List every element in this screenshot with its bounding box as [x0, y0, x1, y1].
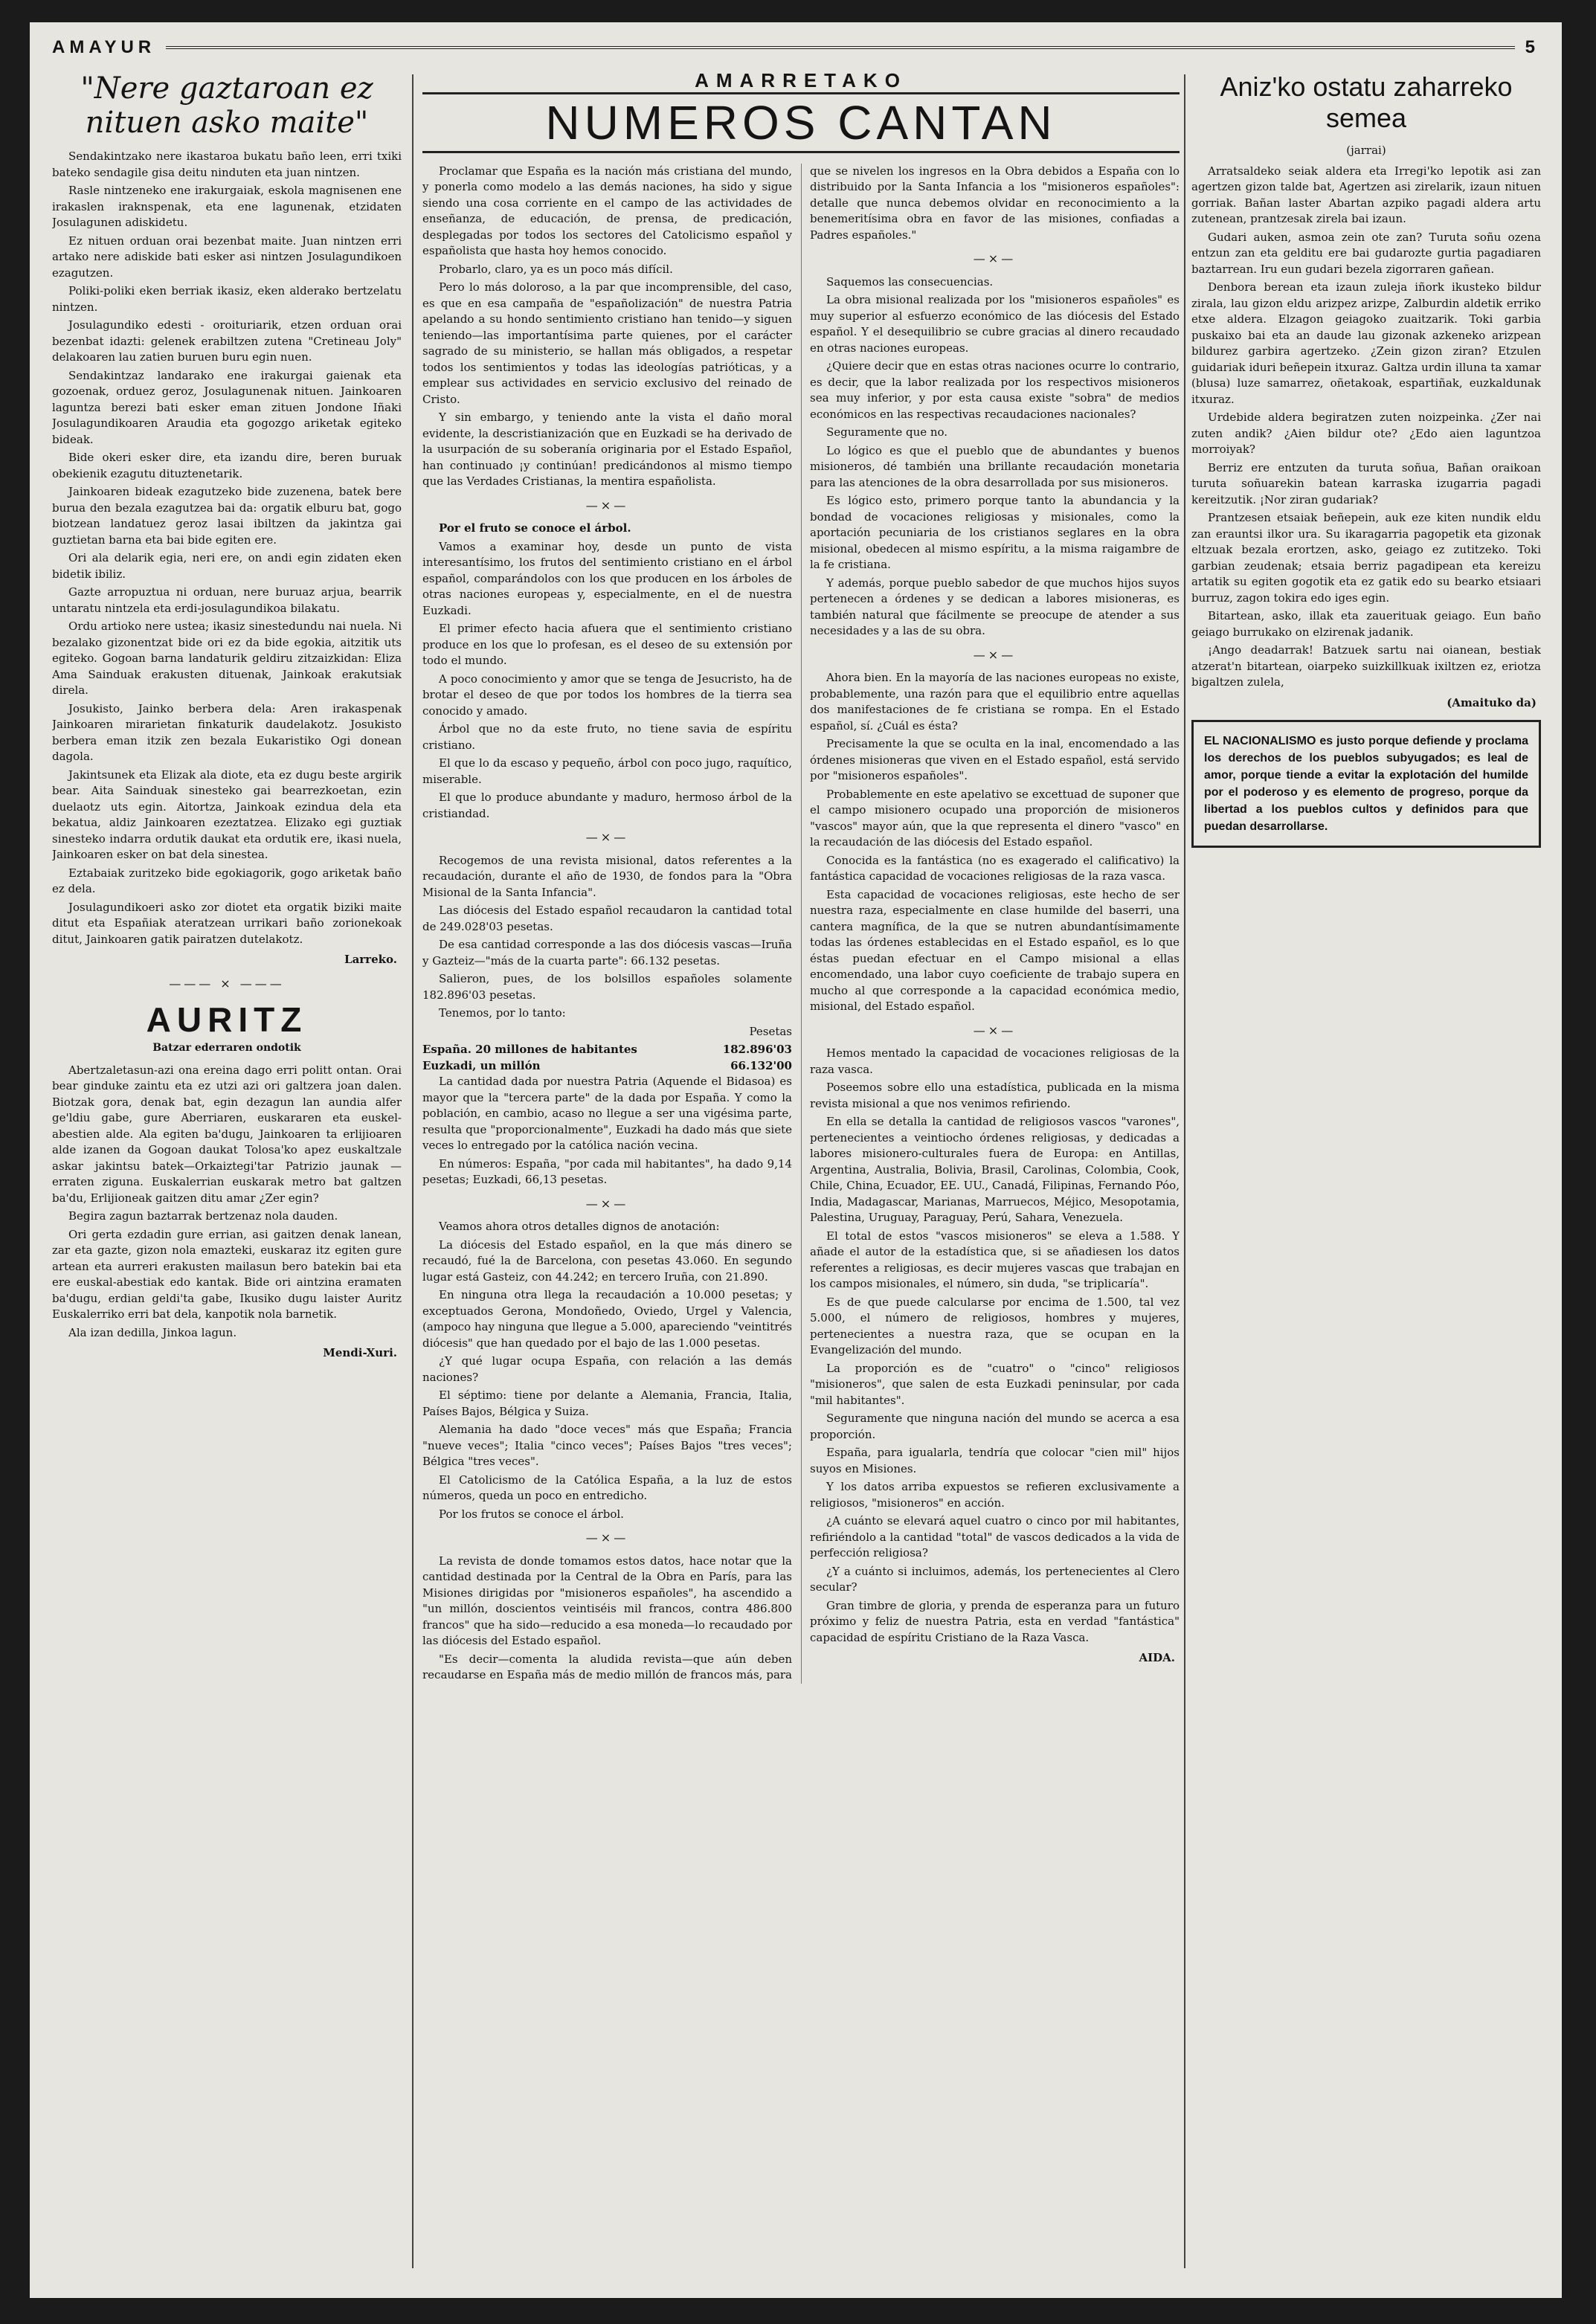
signature: AIDA.: [1139, 1651, 1175, 1664]
paragraph: ¿Quiere decir que en estas otras naciones ocurre lo contrario, es decir, que la labor realizada por los respectivos misioneros sea muy inferior, y por esta causa existe "sobra" de medios económicos en las respectivas recaudaciones nacionales?: [810, 359, 1180, 421]
paragraph: Ez nituen orduan orai bezenbat maite. Juan nintzen erri artako nere adiskide bati esker asi nintzen Josulagundikoen ezagutzen.: [52, 234, 402, 280]
column-left: [52, 71, 402, 2276]
paragraph: Ala izan dedilla, Jinkoa lagun.: [68, 1325, 237, 1339]
section-divider: —×—: [585, 498, 629, 512]
paragraph: Jakintsunek eta Elizak ala diote, eta ez dugu beste argirik bear. Aita Sainduak sinesteko gai bearrezkoetan, ezin duelaotz uts egin. Aitortza, Jainkoak ezindua dela eta bekatua, aldiz Jainkoaren ezeztatzea. Elizako egi guztiak sinesteko indarra ordutik daukat eta ordutik ere, ikasi nuela, Jainkoaren esker on bat dela sinestea.: [52, 767, 402, 861]
paragraph: Es de que puede calcularse por encima de 1.500, tal vez 5.000, el número de religiosos, hombres y mujeres, pertenecientes a nuestra raza, que se ocupan en la Evangelización del mundo.: [810, 1295, 1180, 1356]
header-rule: [166, 46, 1515, 49]
table-cell-label: Euzkadi, un millón: [422, 1058, 541, 1072]
paragraph: ¿Y qué lugar ocupa España, con relación a las demás naciones?: [422, 1354, 792, 1384]
paragraph: Recogemos de una revista misional, datos referentes a la recaudación, durante el año de 1930, de fondos para la "Obra Misional de la Santa Infancia".: [422, 853, 792, 899]
article-title-aniz: Aniz'ko ostatu zaharreko semea: [1220, 71, 1513, 133]
signature: Larreko.: [344, 953, 397, 966]
paragraph: Josulagundikoeri asko zor diotet eta orgatik biziki maite ditut eta Españiak ateratzean urrikari baño zorionekoak ditut, Jainkoaren gatik pairatzen dutelakotz.: [52, 900, 402, 946]
article-numeros-cantan: [422, 71, 1180, 2276]
paragraph: Precisamente la que se oculta en la inal, encomendado a las órdenes misioneras que viven en el Estado español, está servido por "misioneros españoles".: [810, 737, 1180, 782]
paragraph: Eztabaiak zuritzeko bide egokiagorik, gogo ariketak baño ez dela.: [52, 866, 402, 895]
paragraph: Poliki-poliki eken berriak ikasiz, eken alderako bertzelatu nintzen.: [52, 284, 402, 314]
table-row: [422, 1058, 792, 1075]
paragraph: En ella se detalla la cantidad de religiosos vascos "varones", pertenecientes a veintiocho órdenes religiosas, y dedicadas a labores misionero-culturales fuera de Europa: en Antillas, Argentina, Australia, Bolivia, Brasil, Carolinas, Colombia, Cook, Chile, China, Ecuador, EE. UU., Canadá, Filipinas, Fernando Póo, India, Madagascar, Marianas, Marruecos, Méjico, Mesopotamia, Palestina, Uruguay, Paraguay, Perú, Sahara, Venezuela.: [810, 1115, 1180, 1224]
table-cell-label: España. 20 millones de habitantes: [422, 1043, 637, 1056]
paragraph: La diócesis del Estado español, en la que más dinero se recaudó, fué la de Barcelona, con pesetas 43.060. En segundo lugar está Gasteiz, con 44.242; en tercero Iruña, con 21.890.: [422, 1237, 792, 1284]
paragraph: Por el fruto se conoce el árbol.: [439, 521, 631, 535]
paragraph: El que lo da escaso y pequeño, árbol con poco jugo, raquítico, miserable.: [422, 756, 792, 786]
continued-note: (Amaituko da): [1447, 695, 1537, 709]
paragraph: Abertzaletasun-azi ona ereina dago erri politt ontan. Orai bear ginduke zaintu eta ez utzi azi ori galtzera joan dalen. Biotzak gora, denak bat, egin dezagun lan aundia alfer ge'ldiu gabe, gure Aberriaren, euskararen eta euskel-abestien alde. Ala egiten ba'dugu, Jainkoaren ta erlijioaren alde izanen da Gogoan daukat Tolosa'ko apez euskaltzale askar jakintsu batek—Orkaiztegi'tar Patrizio jaunak — erraten ziguna. Euskalerrian euskarak metro bat galtzen ba'du, Erlijioneak gaitzen ditu amar ¿Zer egin?: [52, 1063, 402, 1205]
paragraph: La revista de donde tomamos estos datos, hace notar que la cantidad destinada por la Central de la Obra en París, para las Misiones dirigidas por "misioneros españoles", ha ascendido a "un millón, doscientos veintiséis mil francos, contra 486.800 francos" que ha sido—reducido a esa moneda—lo recaudado por las diócesis del Estado español.: [422, 1554, 792, 1647]
paragraph: Seguramente que no.: [826, 425, 948, 439]
article-title-auritz: AURITZ: [146, 1000, 308, 1039]
paragraph: Las diócesis del Estado español recaudaron la cantidad total de 249.028'03 pesetas.: [422, 904, 792, 933]
section-divider: —×—: [585, 830, 629, 844]
column-rule: [1184, 74, 1185, 2268]
paragraph: La cantidad dada por nuestra Patria (Aquende el Bidasoa) es mayor que la "tercera parte" de la dada por España. Y como la población, en cambio, acaso no llegue a ser una vigésima parte, resulta que "proporcionalmente", Euzkadi ha dado más que siete veces lo entregado por la católica nación vecina.: [422, 1075, 792, 1152]
paragraph: Ori gerta ezdadin gure errian, asi gaitzen denak lanean, zar eta gazte, gizon nola emazteki, euskaraz itz egiten gure artean eta aurreri erakusten mailasun bero batekin bai eta ere euskal-abestiak edo kantak. Bide ori aintzina eramaten ba'dugu, erdian geldi'ta gabe, Ikusiko dugu laister Auritz Euskalerriko erri bat dela, kanpotik nola barnetik.: [52, 1227, 402, 1321]
section-divider: —×—: [585, 1530, 629, 1545]
paragraph: La proporción es de "cuatro" o "cinco" religiosos "misioneros", que salen de esta Euzkadi peninsular, por cada "mil habitantes".: [810, 1361, 1180, 1407]
paragraph: Tenemos, por lo tanto:: [439, 1006, 566, 1020]
boxed-notice: EL NACIONALISMO es justo porque defiende y proclama los derechos de los pueblos subyugados; es leal de amor, porque tiende a evitar la explotación del humilde por el poderoso y es elemento de progreso, porque da libertad a los pueblos cultos y definidos para que puedan desarrollarse.: [1191, 720, 1541, 848]
paragraph: Prantzesen etsaiak beñepein, auk eze kiten nundik eldu zan erauntsi ilkor ura. Su ikaragarria pagopetik eta gizonak eltzuak bezala erortzen, asko, geiago ez zutitzeko. Toki garbian zeudenak; etsaia berriz pagadipean eta kereizu artatik su egiten gogotik eta ez gatik edo su bearko etsiaari burruz, zagon tokira edo iges egin.: [1191, 511, 1541, 605]
paragraph: ¿Y a cuánto si incluimos, además, los pertenecientes al Clero secular?: [810, 1564, 1180, 1594]
paragraph: Árbol que no da este fruto, no tiene savia de espíritu cristiano.: [422, 722, 792, 752]
paragraph: ¡Ango deadarrak! Batzuek sartu nai oianean, bestiak atzerat'n bitartean, oiarpeko suizkillkuak ixiltzen ez, eriotza bigaltzen zulela,: [1191, 643, 1541, 689]
running-header: [52, 33, 1539, 62]
paragraph: Berriz ere entzuten da turuta soñua, Bañan oraikoan turuta soñuarekin batean karraska izugarria pagadi kereitzutik. ¡Nor ziran gudariak?: [1191, 460, 1541, 506]
section-kicker: AMARRETAKO: [695, 71, 907, 91]
paragraph: Hemos mentado la capacidad de vocaciones religiosas de la raza vasca.: [810, 1046, 1180, 1076]
paragraph: Urdebide aldera begiratzen zuten noizpeinka. ¿Zer nai zuten andik? ¿Aien bildur ote? ¿Edo aien laguntzoa morroiyak?: [1191, 411, 1541, 456]
article-body-gaztaroan: [52, 149, 402, 968]
paragraph: Bide okeri esker dire, eta izandu dire, beren buruak obekienik ezagutu dituztenetarik.: [52, 451, 402, 480]
table-row: [422, 1042, 792, 1058]
paragraph: Y los datos arriba expuestos se refieren exclusivamente a religiosos, "misioneros" en acción.: [810, 1480, 1180, 1510]
page-number: 5: [1525, 37, 1539, 57]
paragraph: Proclamar que España es la nación más cristiana del mundo, y ponerla como modelo a las demás naciones, ha sido y sigue siendo una cosa corriente en el campo de las actividades de enseñanza, de educación, de prensa, de predicación, desplegadas por todos los sectores del Catolicismo español y españolista que hasta hoy hemos conocido.: [422, 164, 792, 257]
paragraph: Veamos ahora otros detalles dignos de anotación:: [439, 1220, 720, 1233]
paragraph: Sendakintzako nere ikastaroa bukatu baño leen, erri txiki bateko sendagile gisa deitu ninduten eta juan nintzen.: [52, 149, 402, 179]
section-divider: —×—: [973, 251, 1017, 265]
paragraph: Ahora bien. En la mayoría de las naciones europeas no existe, probablemente, una razón para que el equilibrio entre aquellas dos manifestaciones de fe cristiana se rompa. En el Estado español, sí. ¿Cuál es ésta?: [810, 671, 1180, 733]
paragraph: Saquemos las consecuencias.: [826, 274, 994, 289]
paragraph: Probarlo, claro, ya es un poco más difícil.: [439, 262, 673, 276]
paragraph: España, para igualarla, tendría que colocar "cien mil" hijos suyos en Misiones.: [810, 1446, 1180, 1475]
article-subtitle-aniz: (jarrai): [1346, 144, 1386, 157]
paragraph: En ninguna otra llega la recaudación a 10.000 pesetas; y exceptuados Gerona, Mondoñedo, Oviedo, Urgel y Valencia, (ampoco hay ninguna que llegue a 5.000, apareciendo "veintitrés diócesis" que han quedado por el bajo de las 1.000 pesetas.: [422, 1288, 792, 1350]
article-subtitle-auritz: Batzar ederraren ondotik: [152, 1042, 301, 1054]
section-divider: ——— × ———: [169, 976, 285, 991]
column-right: [1191, 71, 1541, 2276]
paragraph: Y además, porque pueblo sabedor de que muchos hijos suyos pertenecen a órdenes y se dedican a labores misioneras, es también natural que fácilmente se preocupe de atender a sus necesidades y a las de su obra.: [810, 576, 1180, 637]
column-rule: [412, 74, 414, 2268]
paragraph: El Catolicismo de la Católica España, a la luz de estos números, queda un poco en entredicho.: [422, 1472, 792, 1502]
paragraph: Por los frutos se conoce el árbol.: [439, 1507, 624, 1521]
paragraph: Rasle nintzeneko ene irakurgaiak, eskola magnisenen ene irakaslen iraknspenak, eta ene lagunenak, etzidaten Josulagunen adiskidetu.: [52, 184, 402, 229]
paragraph: En números: España, "por cada mil habitantes", ha dado 9,14 pesetas; Euzkadi, 66,13 pesetas.: [422, 1156, 792, 1186]
paragraph: El que lo produce abundante y maduro, hermoso árbol de la cristiandad.: [422, 791, 792, 820]
paragraph: Pero lo más doloroso, a la par que incomprensible, del caso, es que en esa campaña de "españolización" de nuestra Patria apelando a su hondo sentimiento cristiano han tenido—y siguen teniendo—las importantísima parte quienes, por el carácter sagrado de su ministerio, se hallan más obligados, a respetar todos los sentimientos y todas las ideologías patrióticas, y a emplear sus actividades en servicio exclusivo del reinado de Cristo.: [422, 280, 792, 406]
paragraph: Esta capacidad de vocaciones religiosas, este hecho de ser nuestra raza, especialmente en clase humilde del baserri, una cantera magnífica, de la que se nutren abundantísimamente todas las órdenes establecidas en el Estado español, es lo que éstas puedan efectuar en el Campo misional a ellas encomendado, una labor cuyo coeficiente de trabajo supera en mucho al que corresponde a la capacidad económica medio, misional, del Estado español.: [810, 887, 1180, 1013]
paragraph: Conocida es la fantástica (no es exagerado el calificativo) la fantástica capacidad de vocaciones religiosas de la raza vasca.: [810, 853, 1180, 883]
paragraph: ¿A cuánto se elevará aquel cuatro o cinco por mil habitantes, refiriéndolo a la cantidad "total" de vascos dedicados a la vida de perfección religiosa?: [810, 1514, 1180, 1559]
paragraph: El séptimo: tiene por delante a Alemania, Francia, Italia, Países Bajos, Bélgica y Suiza.: [422, 1388, 792, 1418]
section-divider: —×—: [973, 647, 1017, 662]
header-masthead: AMAYUR: [52, 37, 156, 57]
signature: Mendi-Xuri.: [323, 1346, 397, 1359]
table-header: Pesetas: [749, 1024, 792, 1038]
paragraph: Begira zagun baztarrak bertzenaz nola dauden.: [68, 1209, 338, 1223]
paragraph: El primer efecto hacia afuera que el sentimiento cristiano produce en los que lo profesan, es el deseo de su extensión por todo el mundo.: [422, 622, 792, 667]
paragraph: Alemania ha dado "doce veces" más que España; Francia "nueve veces"; Italia "cinco veces"; Países Bajos "tres veces"; Bélgica "tres veces".: [422, 1423, 792, 1468]
paragraph: De esa cantidad corresponde a las dos diócesis vascas—Iruña y Gazteiz—"más de la cuarta parte": 66.132 pesetas.: [422, 938, 792, 968]
paragraph: Probablemente en este apelativo se excettuad de suponer que el campo misionero ocupado una proporción de misioneros "vascos" mayor aún, que la que representa el dinero "vasco" en la recaudación de las diócesis del Estado español.: [810, 787, 1180, 849]
paragraph: Seguramente que ninguna nación del mundo se acerca a esa proporción.: [810, 1412, 1180, 1441]
paragraph: Ordu artioko nere ustea; ikasiz sinestedundu nai nuela. Ni bezalako gizonentzat bide ori ez da bide egokia, aitzitik uts egiteko. Gogoan barna landaturik geldiru zitzaizkidan: Eliza Ama Sainduak erakusten dituenak, Jainkoak erakutsiak direla.: [52, 619, 402, 697]
paragraph: A poco conocimiento y amor que se tenga de Jesucristo, ha de brotar el deseo de que por todos los hombres de la tierra sea conocido y amado.: [422, 672, 792, 718]
table-cell-value: 66.132'00: [730, 1058, 792, 1072]
paragraph: "Es decir—comenta la aludida revista—que aún deben recaudarse en España más de medio millón de francos más, para que se nivelen los ingresos en la Obra debidos a España con lo distribuido por la Santa Infancia a los "misioneros españoles": detalle que nunca debemos olvidar en reconocimiento a la benemeritísima obra en favor de las misiones, confiadas a Padres españoles.": [422, 164, 1180, 1681]
paragraph: Vamos a examinar hoy, desde un punto de vista interesantísimo, los frutos del sentimiento cristiano en el árbol español, comparándolos con los que producen en los árboles de otras naciones europeas y, especialmente, en el de nuestra Euzkadi.: [422, 539, 792, 617]
paragraph: Josulagundiko edesti - oroituriarik, etzen orduan orai bezenbat idazti: gelenek erabiltzen zutena "Cretineau Joly" delakoaren lau zatien buruen buru egin nuen.: [52, 318, 402, 364]
table-cell-value: 182.896'03: [722, 1043, 792, 1056]
section-divider: —×—: [973, 1023, 1017, 1037]
paragraph: Sendakintzaz landarako ene irakurgai gaienak eta gozoenak, orduez geroz, Josulagunenak nituen. Jainkoaren laguntza berezi bati esker eman zituen Jondone Iñaki Josulagundikoaren Araudia eta gogozgo ariketak egiteko bideak.: [52, 368, 402, 446]
paragraph: Bitartean, asko, illak eta zauerituak geiago. Eun baño geiago burrukako on elzirenak jadanik.: [1191, 609, 1541, 639]
article-body-numeros-cantan: [422, 164, 1180, 1684]
paragraph: Y sin embargo, y teniendo ante la vista el daño moral evidente, la descristianización que en Euzkadi se ha derivado de la usurpación de su soberanía originaria por el Estado Español, han continuado ¡y continúan! predicándonos al mismo tiempo que las Verdades Cristianas, la mentira españolista.: [422, 411, 792, 488]
paragraph: Ori ala delarik egia, neri ere, on andi egin zidaten eken bidetik ibiliz.: [52, 551, 402, 581]
paragraph: Poseemos sobre ello una estadística, publicada en la misma revista misional a que nos venimos refiriendo.: [810, 1081, 1180, 1110]
paragraph: Gazte arropuztua ni orduan, nere buruaz arjua, bearrik untaratu nintzela eta erdi-josulagundikoa bilakatu.: [52, 585, 402, 615]
section-divider: —×—: [585, 1196, 629, 1211]
paragraph: Lo lógico es que el pueblo que de abundantes y buenos misioneros, dé también una brillante recaudación monetaria para las atenciones de la obra desarrollada por sus misioneros.: [810, 443, 1180, 489]
paragraph: Salieron, pues, de los bolsillos españoles solamente 182.896'03 pesetas.: [422, 972, 792, 1002]
article-title-gaztaroan: "Nere gaztaroan ez nituen asko maite": [80, 71, 373, 140]
paragraph: Gran timbre de gloria, y prenda de esperanza para un futuro próximo y feliz de nuestra Patria, esta en verdad "fantástica" capacidad de espíritu Cristiano de la Raza Vasca.: [810, 1598, 1180, 1644]
article-title-numeros-cantan: NUMEROS CANTAN: [422, 92, 1180, 153]
paragraph: Denbora berean eta izaun zuleja iñork ikusteko bildur zirala, lau gizon eldu arizpez arizpe, Zalburdin aldetik erriko etxe aldera. Elzagon geiagoko zuaitzarik. Toki garbia puskaixo bai eta an daude lau gizonak azkeneko arizpean bildurez garbira agertzeko. ¿Zein gizon ziran? Etzulen guidariak iduri beñepein itxuraz. Galtza urdin illuna ta xamar (blusa) luze samarrez, oñetakoak, espartiñak, euzkaldunak itxuraz.: [1191, 280, 1541, 406]
newspaper-page: [30, 22, 1562, 2298]
paragraph: Arratsaldeko seiak aldera eta Irregi'ko lepotik asi zan agertzen gizon talde bat, Agertzen asi zirelarik, izaun nituen gorriak. Bañan laster Abartan azpiko pagadi aldera artu zutenean, prantzesak zirela bai izaun.: [1191, 164, 1541, 225]
paragraph: Jainkoaren bideak ezagutzeko bide zuzenena, batek bere burua den bezala ezagutzea bai da: orgatik elburu bat, gogo biotzean landatuez geroz lasai ibiltzen da jakintza gai guztietan barna eta bai bide egiten ere.: [52, 485, 402, 547]
paragraph: Josukisto, Jainko berbera dela: Aren irakaspenak Jainkoaren mirarietan finkaturik daudelakotz. Josukisto berbera eman itzik zen bezala Eukaristiko Ogi donean dagola.: [52, 701, 402, 763]
paragraph: La obra misional realizada por los "misioneros españoles" es muy superior al esfuerzo económico de las diócesis del Estado español. Y el desequilibrio se cubre gracias al dinero recaudado en otras naciones europeas.: [810, 293, 1180, 355]
paragraph: Gudari auken, asmoa zein ote zan? Turuta soñu ozena entzun zan eta gelditu ere bai gudarozte gurtia pagadiaren baztarrean. Iru eun gudari bezela zigorraren gañean.: [1191, 230, 1541, 276]
paragraph: El total de estos "vascos misioneros" se eleva a 1.588. Y añade el autor de la estadística que, si se añadiesen los datos referentes a religiosas, es decir mujeres vascas que trabajan en los campos misionales, el número, sin duda, "se triplicaría".: [810, 1229, 1180, 1290]
paragraph: Es lógico esto, primero porque tanto la abundancia y la bondad de vocaciones religiosas y misionales, como la aportación pecuniaria de los cristianos seglares en la obra misional, obedecen al mismo espíritu, a la misma raigambre de la fe cristiana.: [810, 494, 1180, 571]
